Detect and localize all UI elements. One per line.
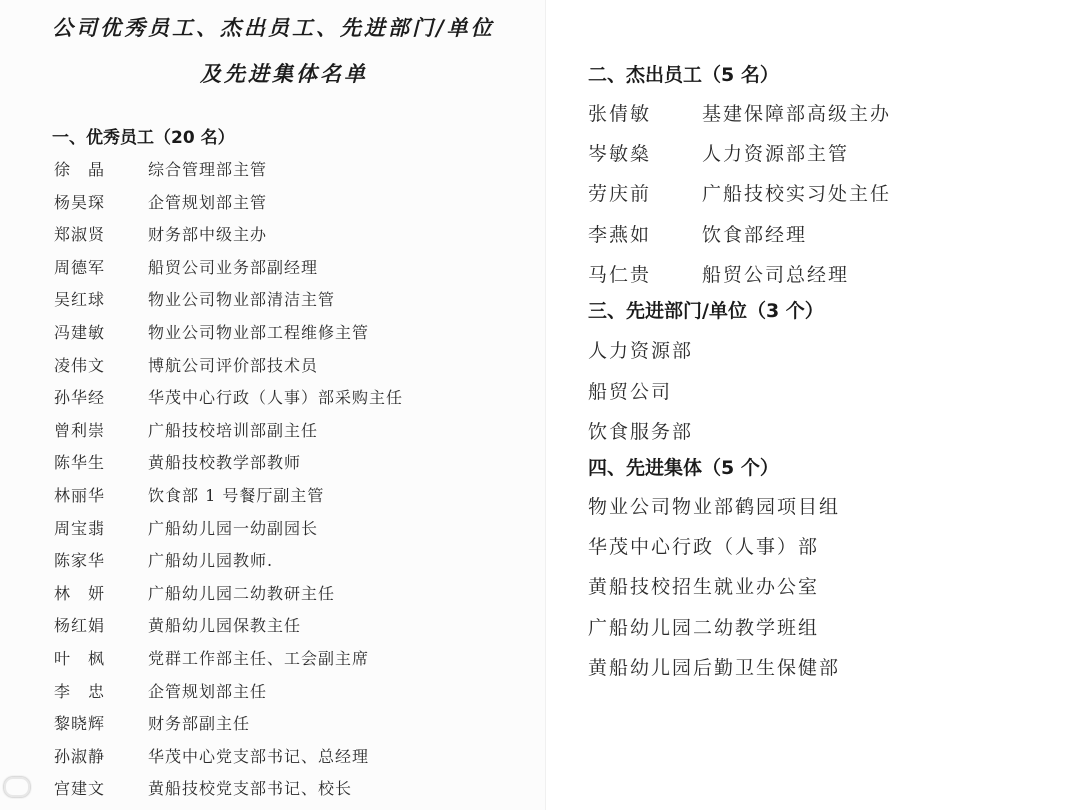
- person-name: 陈华生: [54, 453, 106, 473]
- position-title: 广船幼儿园教师.: [148, 551, 274, 571]
- position-title: 广船技校培训部副主任: [148, 420, 319, 440]
- position-title: 党群工作部主任、工会副主席: [148, 649, 370, 668]
- person-name: 黎晓辉: [54, 714, 106, 734]
- position-title: 综合管理部主管: [148, 160, 268, 179]
- section-heading-excellent-employees: 一、优秀员工（20 名）: [52, 128, 235, 148]
- unit-item: 饮食服务部: [588, 421, 694, 443]
- position-title: 博航公司评价部技术员: [148, 355, 319, 375]
- position-title: 财务部中级主办: [148, 225, 268, 245]
- document-title-line-2: 及先进集体名单: [200, 61, 368, 86]
- section-heading-advanced-groups: 四、先进集体（5 个）: [588, 457, 779, 479]
- position-title: 饮食部经理: [702, 223, 808, 246]
- person-name: 杨昊琛: [54, 192, 106, 212]
- person-name: 林丽华: [54, 486, 106, 505]
- person-name: 林 妍: [54, 583, 106, 603]
- position-title: 广船技校实习处主任: [702, 183, 892, 206]
- person-name: 周宝翡: [54, 518, 106, 538]
- position-title: 黄船技校教学部教师: [148, 453, 302, 473]
- person-name: 李燕如: [588, 223, 652, 246]
- person-name: 孙淑静: [54, 746, 106, 766]
- person-name: 马仁贵: [588, 263, 652, 286]
- person-name: 凌伟文: [54, 355, 106, 375]
- person-name: 劳庆前: [588, 183, 652, 206]
- position-title: 企管规划部主任: [148, 681, 268, 701]
- position-title: 黄船幼儿园保教主任: [148, 616, 302, 636]
- section-heading-outstanding-employees: 二、杰出员工（5 名）: [588, 64, 779, 86]
- position-title: 广船幼儿园一幼副园长: [148, 518, 319, 538]
- position-title: 广船幼儿园二幼教研主任: [148, 583, 336, 603]
- section-heading-advanced-units: 三、先进部门/单位（3 个）: [588, 300, 824, 322]
- unit-item: 人力资源部: [588, 340, 694, 362]
- position-title: 基建保障部高级主办: [702, 103, 892, 125]
- person-name: 杨红娟: [54, 616, 106, 636]
- person-name: 岑敏燊: [588, 143, 652, 166]
- person-name: 宫建文: [54, 779, 106, 799]
- position-title: 黄船技校党支部书记、校长: [148, 779, 353, 799]
- person-name: 吴红球: [54, 290, 106, 310]
- watermark-ring-icon: [4, 777, 30, 797]
- person-name: 冯建敏: [54, 323, 106, 342]
- position-title: 人力资源部主管: [702, 143, 850, 166]
- group-item: 黄船幼儿园后勤卫生保健部: [588, 656, 841, 679]
- person-name: 郑淑贤: [54, 225, 106, 245]
- position-title: 企管规划部主管: [148, 192, 268, 212]
- position-title: 华茂中心党支部书记、总经理: [148, 746, 370, 766]
- person-name: 孙华经: [54, 388, 106, 408]
- person-name: 徐 晶: [54, 160, 106, 179]
- group-item: 华茂中心行政（人事）部: [588, 536, 820, 559]
- position-title: 财务部副主任: [148, 714, 251, 734]
- person-name: 张倩敏: [588, 103, 652, 125]
- person-name: 陈家华: [54, 551, 106, 571]
- position-title: 物业公司物业部清洁主管: [148, 290, 336, 310]
- watermark-logo: [4, 776, 36, 797]
- group-item: 广船幼儿园二幼教学班组: [588, 616, 820, 639]
- position-title: 物业公司物业部工程维修主管: [148, 323, 370, 342]
- group-item: 物业公司物业部鹤园项目组: [588, 496, 841, 518]
- group-item: 黄船技校招生就业办公室: [588, 576, 820, 599]
- position-title: 饮食部 1 号餐厅副主管: [148, 486, 325, 505]
- position-title: 船贸公司总经理: [702, 263, 850, 286]
- unit-item: 船贸公司: [588, 380, 673, 403]
- person-name: 周德军: [54, 257, 106, 277]
- position-title: 船贸公司业务部副经理: [148, 257, 319, 277]
- position-title: 华茂中心行政（人事）部采购主任: [148, 388, 404, 408]
- person-name: 曾利崇: [54, 420, 106, 440]
- document-title-line-1: 公司优秀员工、杰出员工、先进部门/单位: [52, 15, 495, 40]
- person-name: 李 忠: [54, 681, 106, 701]
- person-name: 叶 枫: [54, 649, 106, 668]
